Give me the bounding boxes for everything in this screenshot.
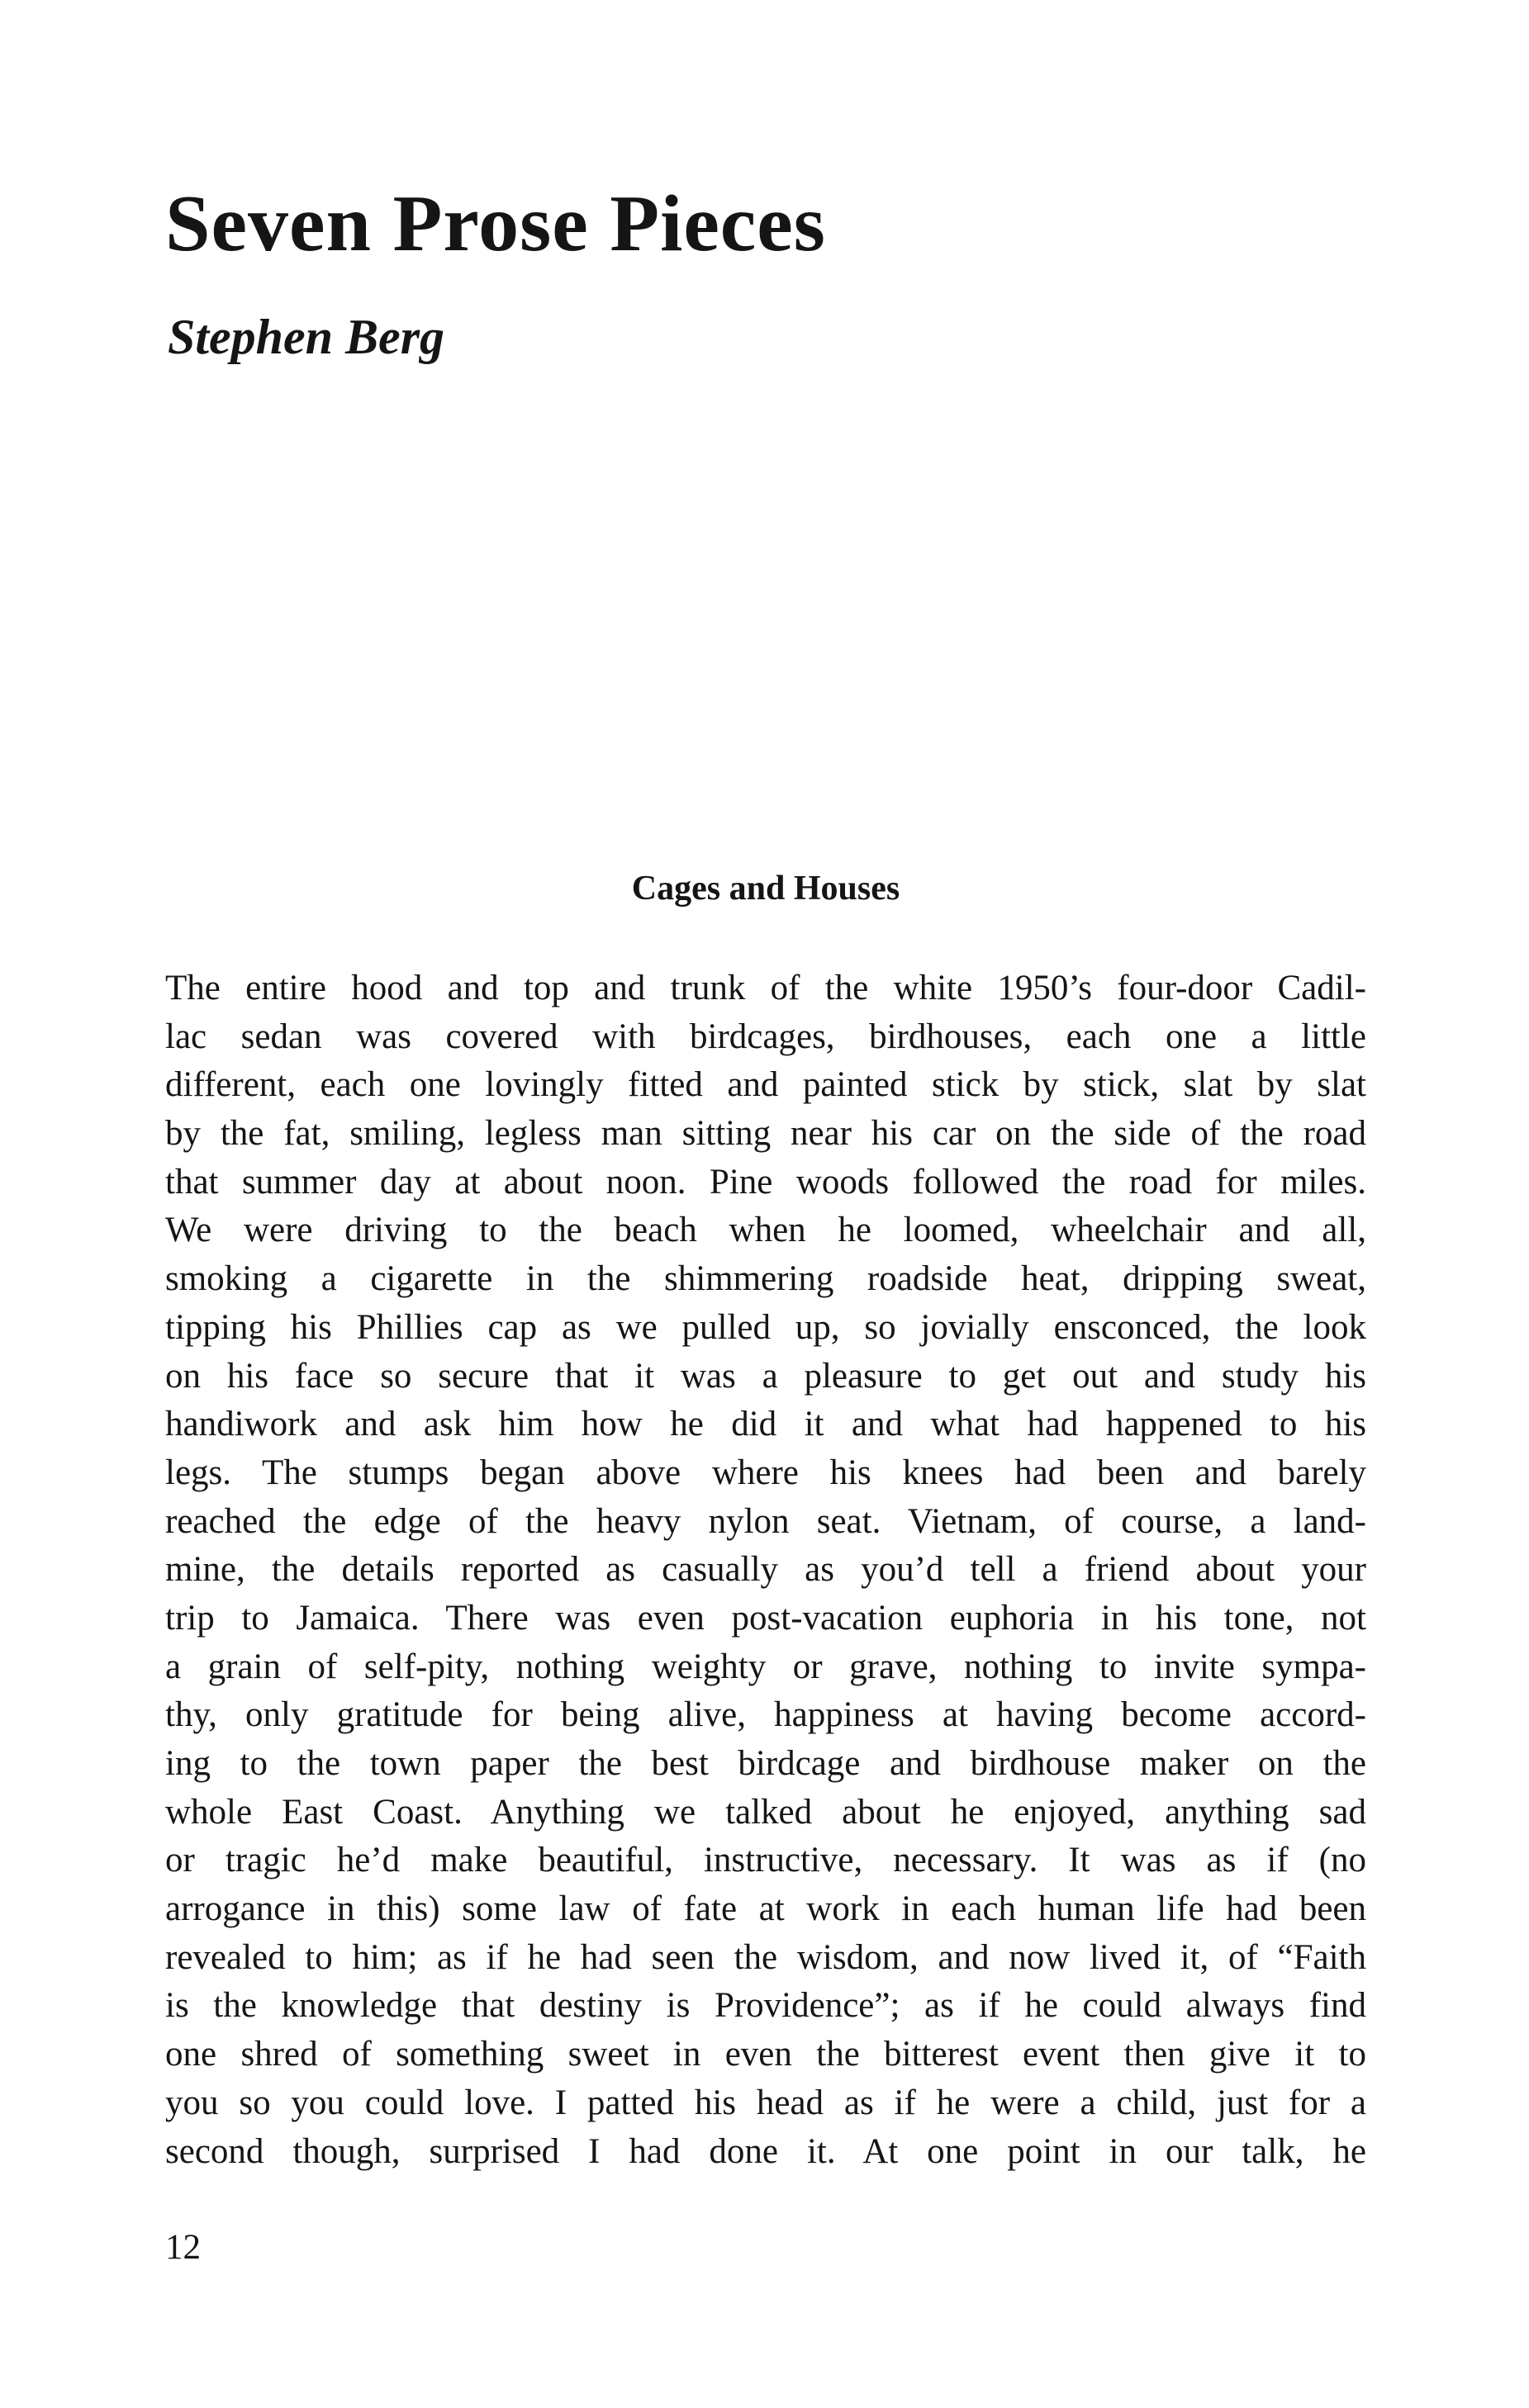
text-line: mine, the details reported as casually as you’d tell a friend about your xyxy=(165,1550,1366,1590)
author-name: Stephen Berg xyxy=(168,310,445,364)
text-line: ing to the town paper the best birdcage and birdhouse maker on the xyxy=(165,1744,1366,1783)
text-line: trip to Jamaica. There was even post-vacation euphoria in his tone, not xyxy=(165,1598,1366,1638)
text-line: tipping his Phillies cap as we pulled up, so jovially ensconced, the look xyxy=(165,1307,1366,1347)
text-line: a grain of self-pity, nothing weighty or grave, nothing to invite sympa- xyxy=(165,1647,1366,1686)
body-paragraph xyxy=(165,965,1366,2176)
text-line: on his face so secure that it was a pleasure to get out and study his xyxy=(165,1356,1366,1396)
text-line: reached the edge of the heavy nylon seat. Vietnam, of course, a land- xyxy=(165,1501,1366,1541)
text-line: thy, only gratitude for being alive, happiness at having become accord- xyxy=(165,1695,1366,1735)
text-line: one shred of something sweet in even the bitterest event then give it to xyxy=(165,2035,1366,2074)
text-line: you so you could love. I patted his head as if he were a child, just for a xyxy=(165,2083,1366,2122)
text-line: that summer day at about noon. Pine woods followed the road for miles. xyxy=(165,1162,1366,1202)
text-line: The entire hood and top and trunk of the white 1950’s four-door Cadil- xyxy=(165,969,1366,1007)
text-line: is the knowledge that destiny is Providence”; as if he could always find xyxy=(165,1986,1366,2026)
text-line: smoking a cigarette in the shimmering roadside heat, dripping sweat, xyxy=(165,1259,1366,1299)
text-line: whole East Coast. Anything we talked about he enjoyed, anything sad xyxy=(165,1792,1366,1832)
text-line: or tragic he’d make beautiful, instructive, necessary. It was as if (no xyxy=(165,1841,1366,1880)
text-line: We were driving to the beach when he loomed, wheelchair and all, xyxy=(165,1211,1366,1250)
text-line: legs. The stumps began above where his knees had been and barely xyxy=(165,1453,1366,1492)
text-line: revealed to him; as if he had seen the wisdom, and now lived it, of “Faith xyxy=(165,1937,1366,1977)
page-number: 12 xyxy=(165,2228,201,2267)
text-line: by the fat, smiling, legless man sitting near his car on the side of the road xyxy=(165,1114,1366,1154)
text-line: arrogance in this) some law of fate at work in each human life had been xyxy=(165,1889,1366,1929)
text-line: lac sedan was covered with birdcages, birdhouses, each one a little xyxy=(165,1017,1366,1056)
text-line: second though, surprised I had done it. At one point in our talk, he xyxy=(165,2131,1366,2171)
section-heading: Cages and Houses xyxy=(631,870,900,908)
page-title: Seven Prose Pieces xyxy=(165,179,826,268)
text-line: different, each one lovingly fitted and painted stick by stick, slat by slat xyxy=(165,1065,1366,1105)
text-line: handiwork and ask him how he did it and what had happened to his xyxy=(165,1405,1366,1444)
